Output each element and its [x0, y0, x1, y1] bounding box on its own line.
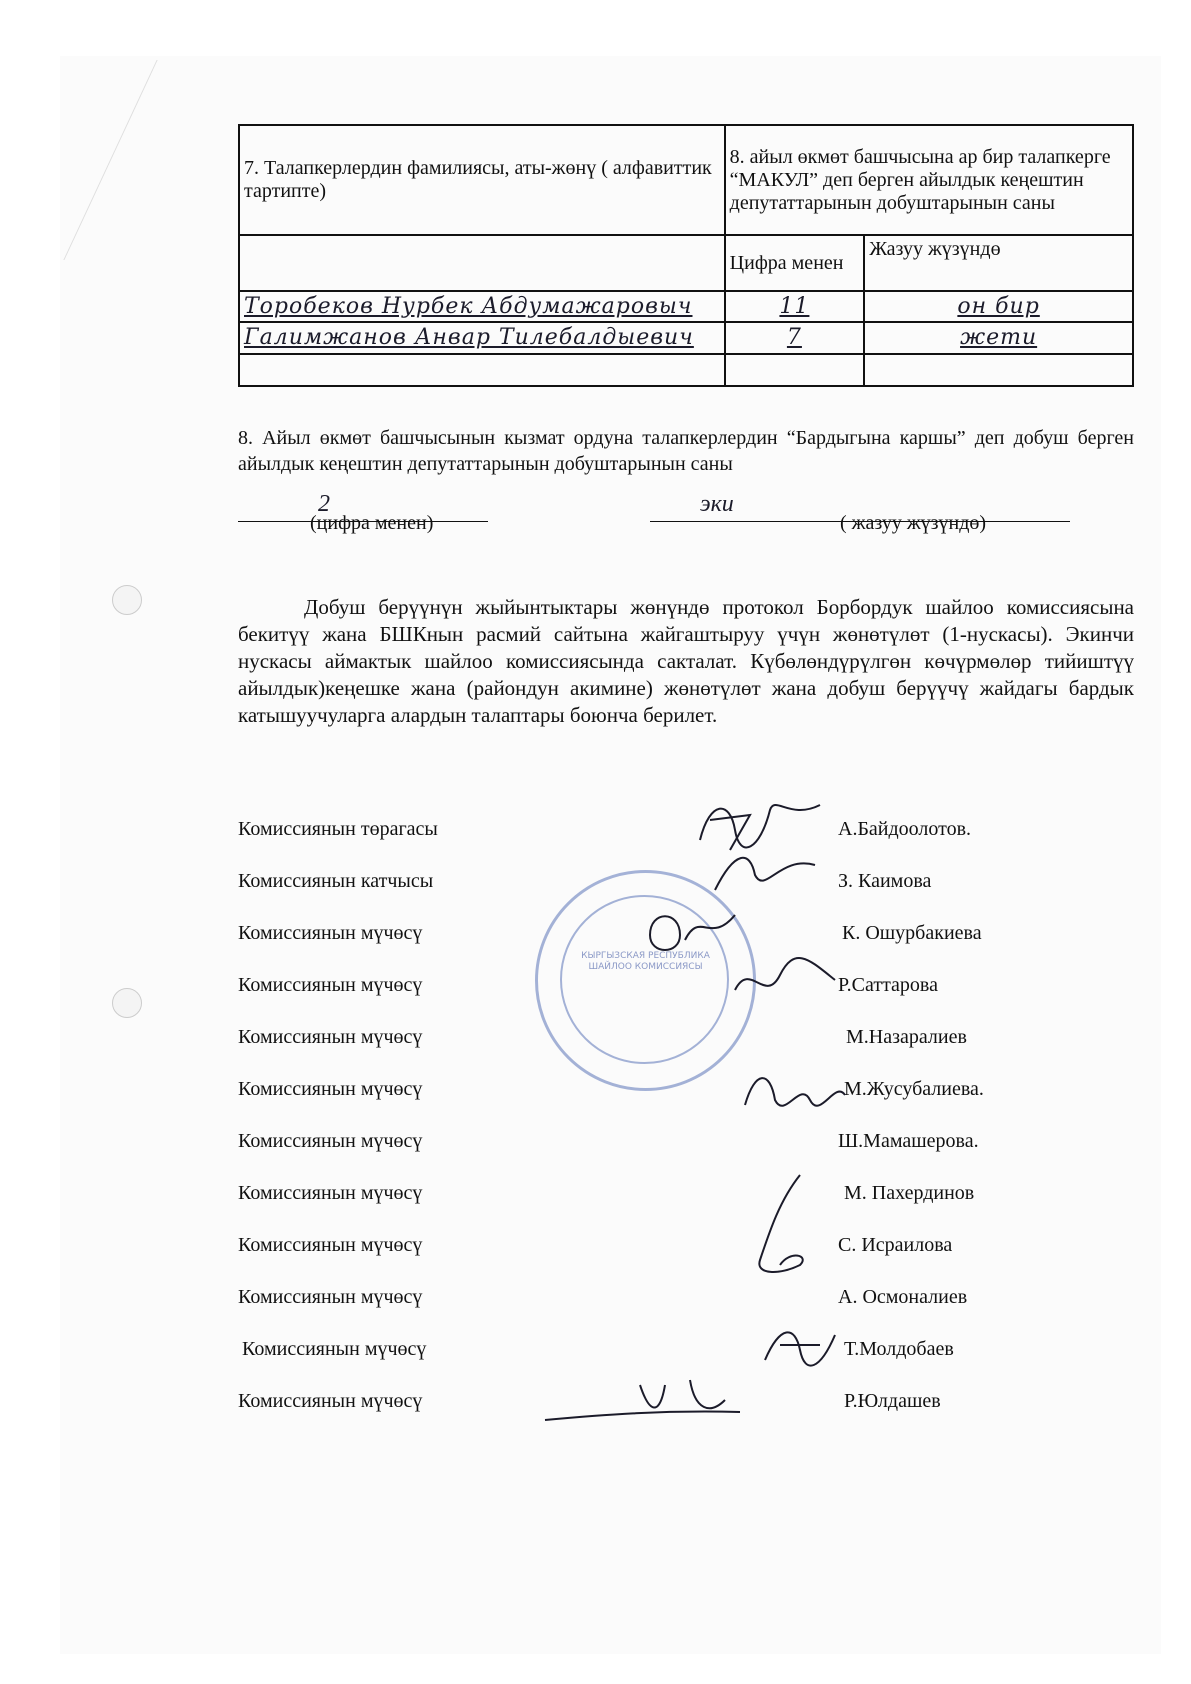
signatory-name: М.Жусубалиева. [844, 1078, 984, 1100]
header-candidate-name: 7. Талапкерлердин фамилиясы, аты-жөнү ( алфавиттик тартипте) [239, 125, 725, 235]
signatory-name: А.Байдоолотов. [838, 818, 972, 840]
header-votes-for: 8. айыл өкмөт башчысына ар бир талапкерге “МАКУЛ” деп берген айылдык кеңештин депутаттарынын добуштарынын саны [725, 125, 1133, 235]
signature [740, 1060, 850, 1120]
table-row [239, 291, 1133, 322]
signatory-row [238, 1182, 1134, 1212]
signatory-role: Комиссиянын мүчөсү [238, 1026, 423, 1048]
table-row-empty [239, 354, 1133, 386]
subheader-digits: Цифра менен [725, 235, 865, 291]
signatory-role: Комиссиянын мүчөсү [238, 1390, 423, 1412]
signatory-name: К. Ошурбакиева [842, 922, 982, 944]
signatory-name: Ш.Мамашерова. [838, 1130, 979, 1152]
votes-digits: 11 [725, 291, 865, 322]
candidate-name: Торобеков Нурбек Абдумажаровыч [239, 291, 725, 322]
stamp-text: КЫРГЫЗСКАЯ РЕСПУБЛИКА ШАЙЛОО КОМИССИЯСЫ [581, 951, 710, 973]
signatory-row [238, 1234, 1134, 1264]
signature [710, 845, 820, 905]
signatory-name: С. Исраилова [838, 1234, 953, 1256]
against-words-value: эки [700, 491, 734, 517]
signature [760, 1320, 840, 1380]
table-row [239, 322, 1133, 353]
signatory-role: Комиссиянын төрагасы [238, 818, 438, 840]
signatory-role: Комиссиянын мүчөсү [238, 974, 423, 996]
signatory-name: М. Пахердинов [844, 1182, 975, 1204]
votes-words: он бир [864, 291, 1133, 322]
words-caption: ( жазуу жүзүндө) [840, 512, 987, 534]
signatory-role: Комиссиянын мүчөсү [238, 1130, 423, 1152]
signatory-role: Комиссиянын мүчөсү [238, 1182, 423, 1204]
signature [640, 900, 740, 960]
signatory-role: Комиссиянын мүчөсү [238, 922, 423, 944]
signatory-row [238, 1338, 1134, 1368]
signatory-name: З. Каимова [838, 870, 932, 892]
signatory-name: А. Осмоналиев [838, 1286, 968, 1308]
candidate-votes-table [238, 124, 1134, 387]
candidate-name: Галимжанов Анвар Тилебалдыевич [239, 322, 725, 353]
signatory-role: Комиссиянын мүчөсү [238, 1078, 423, 1100]
protocol-paragraph: Добуш берүүнүн жыйынтыктары жөнүндө протокол Борбордук шайлоо комиссиясына бекитүү жана БШКнын расмий сайтына жайгаштыруу үчүн жөнөтүлөт (1-нускасы). Экинчи нускасы аймактык шайлоо комиссиясында сакталат. Күбөлөндүрүлгөн көчүрмөлөр тийиштүү айылдык)кеңешке жана (райондун акимине) жөнөтүлөт жана добуш берүүчү жайдагы бардык катышуучуларга алардын талаптары боюнча берилет. [238, 595, 1134, 727]
votes-words: жети [864, 322, 1133, 353]
signatory-role: Комиссиянын мүчөсү [242, 1338, 427, 1360]
signature [540, 1370, 770, 1430]
votes-digits: 7 [725, 322, 865, 353]
digits-caption: (цифра менен) [310, 512, 434, 534]
signature [740, 1170, 820, 1280]
signatory-role: Комиссиянын катчысы [238, 870, 434, 892]
signatory-name: М.Назаралиев [846, 1026, 967, 1048]
signatory-role: Комиссиянын мүчөсү [238, 1234, 423, 1256]
punch-hole [112, 988, 142, 1018]
signatory-role: Комиссиянын мүчөсү [238, 1286, 423, 1308]
subheader-words: Жазуу жүзүндө [864, 235, 1133, 291]
signatory-name: Р.Юлдашев [844, 1390, 941, 1412]
signatory-row [238, 1286, 1134, 1316]
signatory-row [238, 818, 1134, 848]
signatory-row [238, 1130, 1134, 1160]
signatory-name: Р.Саттарова [838, 974, 938, 996]
against-all-text: 8. Айыл өкмөт башчысынын кызмат ордуна талапкерлердин “Бардыгына каршы” деп добуш берген айылдык кеңештин депутаттарынын добуштарынын саны [238, 427, 1134, 475]
signatory-name: Т.Молдобаев [844, 1338, 954, 1360]
against-digits-value: 2 [318, 491, 330, 517]
signature [730, 950, 840, 1010]
punch-hole [112, 585, 142, 615]
